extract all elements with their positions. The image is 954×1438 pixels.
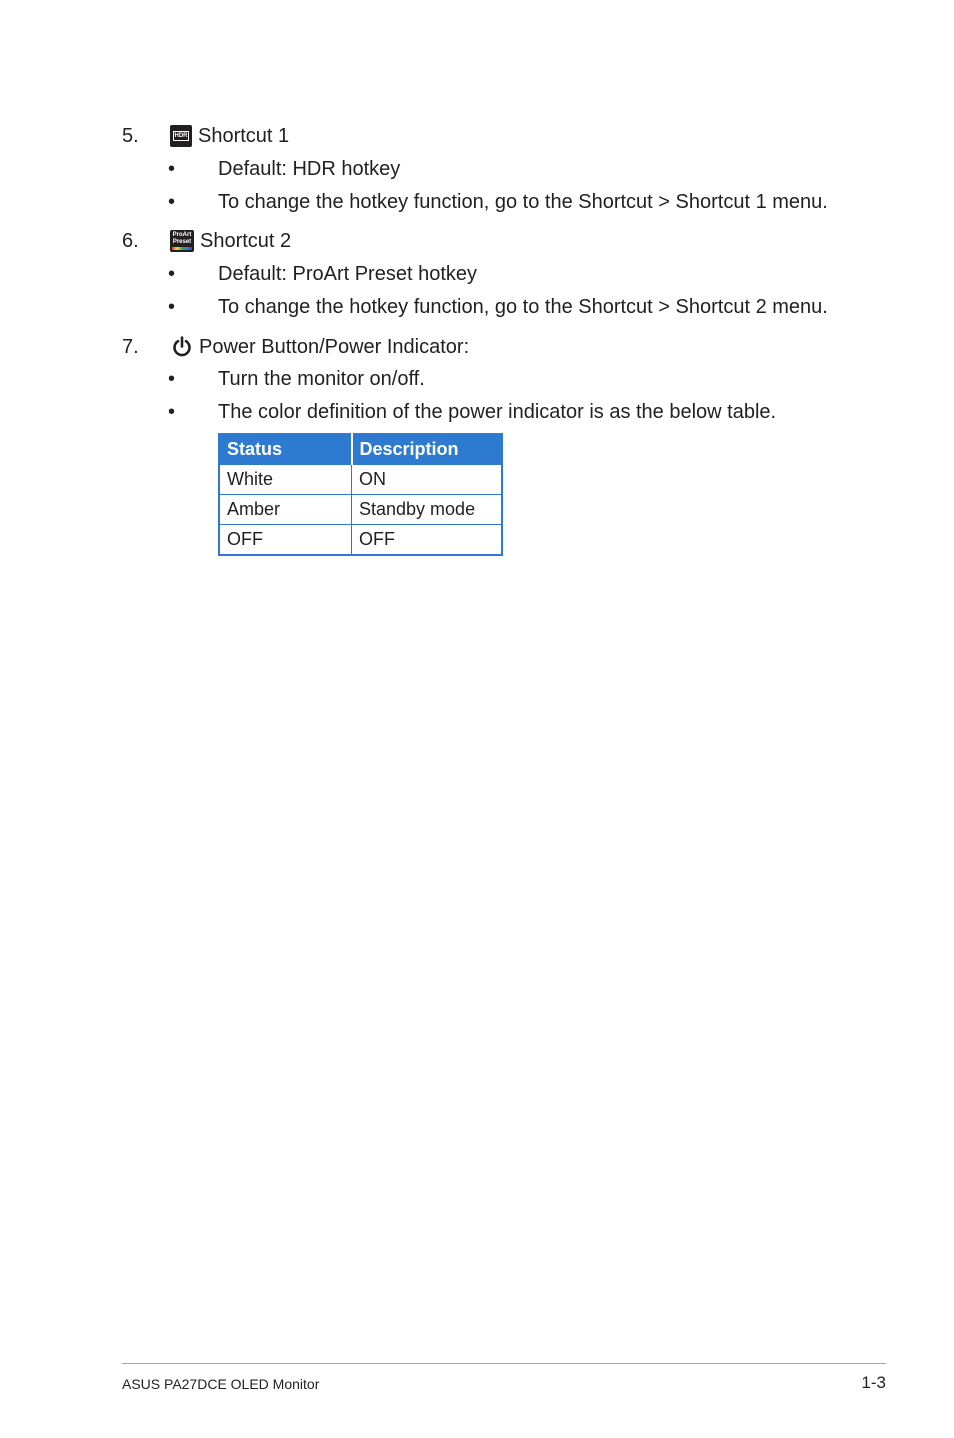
item-title: Shortcut 2	[200, 230, 292, 252]
bullet-mark: •	[168, 263, 176, 285]
table-row	[219, 525, 502, 556]
bullet-text: To change the hotkey function, go to the Shortcut > Shortcut 1 menu.	[218, 191, 828, 213]
bullet-mark: •	[168, 191, 176, 213]
list-item-power-button	[122, 334, 469, 360]
table-header-status: Status	[219, 434, 352, 465]
table-row	[219, 465, 502, 495]
bullet-text: Default: ProArt Preset hotkey	[218, 263, 478, 285]
item-title: Shortcut 1	[198, 125, 290, 147]
list-item-shortcut-2	[122, 228, 291, 254]
power-indicator-table	[218, 433, 503, 556]
table-cell-status: Amber	[219, 495, 352, 525]
bullet-mark: •	[168, 158, 176, 180]
footer-product-name: ASUS PA27DCE OLED Monitor	[122, 1376, 320, 1392]
bullet-mark: •	[168, 296, 176, 318]
hdr-icon-label: HDR	[174, 133, 188, 139]
table-row	[219, 495, 502, 525]
table-cell-description: Standby mode	[352, 495, 503, 525]
table-cell-description: OFF	[352, 525, 503, 556]
bullet-text: To change the hotkey function, go to the Shortcut > Shortcut 2 menu.	[218, 296, 828, 318]
item-title: Power Button/Power Indicator:	[199, 336, 470, 358]
item-number: 6.	[122, 230, 139, 252]
footer-divider	[122, 1363, 886, 1364]
bullet-mark: •	[168, 368, 176, 390]
hdr-icon	[170, 125, 192, 147]
proart-icon-label-1: ProArt	[172, 232, 192, 238]
item-number: 5.	[122, 125, 139, 147]
proart-icon-label-2: Preset	[172, 239, 192, 245]
proart-preset-icon	[170, 230, 194, 252]
table-cell-description: ON	[352, 465, 503, 495]
footer-page-number: 1-3	[861, 1373, 886, 1392]
table-cell-status: White	[219, 465, 352, 495]
bullet-text: Turn the monitor on/off.	[218, 368, 425, 390]
item-number: 7.	[122, 336, 139, 358]
table-header-description: Description	[352, 434, 503, 465]
power-icon	[172, 336, 192, 358]
table-cell-status: OFF	[219, 525, 352, 556]
bullet-mark: •	[168, 401, 176, 423]
table-header-row	[219, 434, 502, 465]
bullet-text: The color definition of the power indicator is as the below table.	[218, 401, 777, 423]
list-item-shortcut-1	[122, 123, 289, 149]
bullet-text: Default: HDR hotkey	[218, 158, 401, 180]
